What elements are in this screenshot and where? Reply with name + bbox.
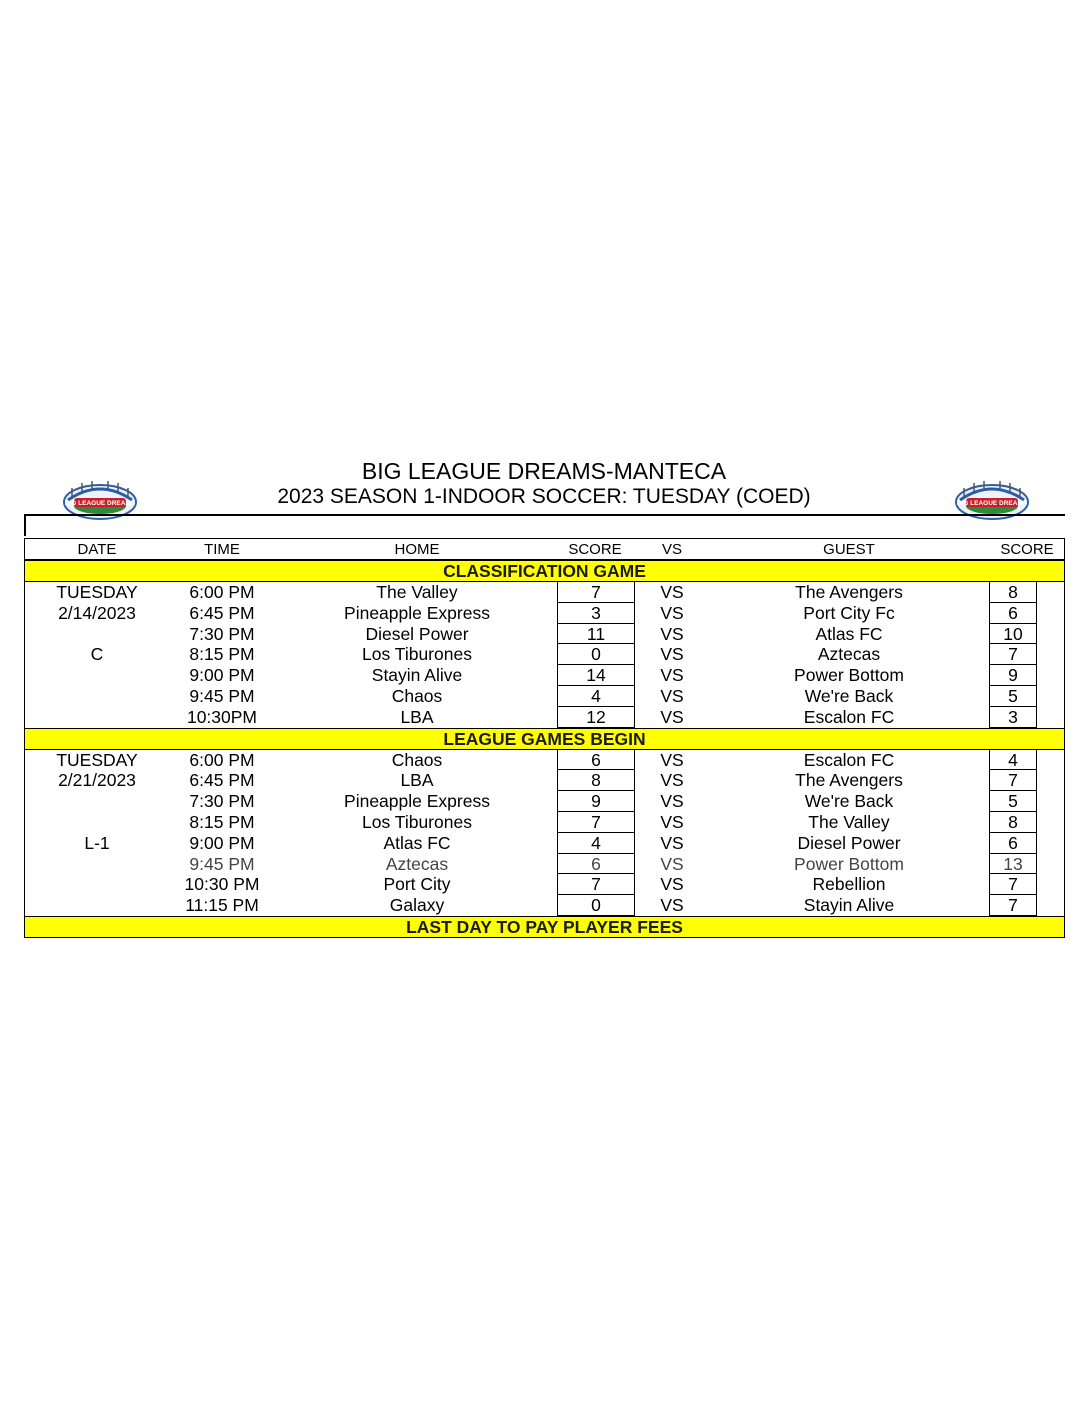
vs-label: VS (660, 602, 684, 623)
guest-team: Power Bottom (794, 665, 904, 686)
col-guest-score: SCORE (1000, 541, 1054, 558)
game-time: 9:00 PM (189, 832, 255, 853)
col-home: HOME (394, 541, 440, 558)
guest-team: Aztecas (817, 644, 881, 665)
header-rule (24, 514, 1065, 515)
game-row (25, 644, 1064, 665)
game-row (25, 770, 1064, 791)
home-score: 7 (557, 582, 635, 603)
guest-team: The Valley (808, 811, 890, 832)
guest-score: 8 (989, 582, 1037, 603)
game-time: 8:15 PM (189, 644, 255, 665)
guest-score: 3 (989, 707, 1037, 728)
home-team: Pineapple Express (344, 791, 490, 812)
vs-label: VS (660, 749, 684, 770)
home-team: Port City (383, 874, 451, 895)
home-score: 6 (557, 854, 635, 875)
guest-team: Stayin Alive (803, 895, 895, 916)
game-row (25, 582, 1064, 603)
guest-score: 5 (989, 791, 1037, 812)
guest-score: 7 (989, 770, 1037, 791)
game-row (25, 833, 1064, 854)
game-time: 6:00 PM (189, 749, 255, 770)
vs-label: VS (660, 623, 684, 644)
svg-text:BIG LEAGUE DREAMS: BIG LEAGUE DREAMS (956, 500, 1028, 507)
home-team: Atlas FC (383, 832, 451, 853)
col-home-score: SCORE (568, 541, 622, 558)
home-team: Galaxy (389, 895, 445, 916)
home-score: 14 (557, 665, 635, 686)
game-row (25, 603, 1064, 624)
home-score: 8 (557, 770, 635, 791)
game-row (25, 812, 1064, 833)
game-date: TUESDAY (56, 582, 138, 602)
home-team: Aztecas (385, 853, 449, 874)
home-score: 6 (557, 750, 635, 771)
guest-score: 13 (989, 854, 1037, 875)
game-row (25, 665, 1064, 686)
guest-score: 7 (989, 895, 1037, 916)
vs-label: VS (660, 853, 684, 874)
game-row (25, 686, 1064, 707)
game-time: 8:15 PM (189, 811, 255, 832)
game-time: 9:45 PM (189, 853, 255, 874)
guest-score: 7 (989, 644, 1037, 665)
guest-score: 7 (989, 874, 1037, 895)
guest-score: 10 (989, 624, 1037, 645)
home-team: Los Tiburones (362, 811, 472, 832)
home-team: The Valley (376, 582, 458, 602)
home-score: 9 (557, 791, 635, 812)
guest-score: 5 (989, 686, 1037, 707)
home-score: 3 (557, 603, 635, 624)
game-row (25, 854, 1064, 875)
game-date: C (90, 644, 104, 665)
vs-label: VS (660, 874, 684, 895)
schedule-table (24, 538, 1065, 938)
guest-team: We're Back (804, 685, 894, 706)
home-team: Stayin Alive (371, 665, 463, 686)
home-team: LBA (400, 706, 434, 727)
guest-team: We're Back (804, 791, 894, 812)
svg-text:BIG LEAGUE DREAMS: BIG LEAGUE DREAMS (64, 500, 136, 507)
game-time: 6:45 PM (189, 770, 255, 791)
column-header-row (25, 539, 1064, 560)
home-score: 4 (557, 686, 635, 707)
guest-team: Rebellion (812, 874, 886, 895)
home-score: 7 (557, 812, 635, 833)
game-time: 9:45 PM (189, 685, 255, 706)
game-row (25, 624, 1064, 645)
game-row (25, 791, 1064, 812)
col-guest: GUEST (823, 541, 875, 558)
home-team: Los Tiburones (362, 644, 472, 665)
vs-label: VS (660, 811, 684, 832)
home-team: LBA (400, 770, 434, 791)
col-date: DATE (77, 541, 117, 558)
page-subtitle: 2023 SEASON 1-INDOOR SOCCER: TUESDAY (COED) (277, 485, 811, 508)
home-team: Pineapple Express (344, 602, 490, 623)
vs-label: VS (660, 706, 684, 727)
game-row (25, 707, 1064, 728)
guest-team: Power Bottom (794, 853, 904, 874)
home-team: Chaos (391, 685, 443, 706)
home-score: 7 (557, 874, 635, 895)
game-time: 7:30 PM (189, 791, 255, 812)
game-date: 2/21/2023 (58, 770, 136, 791)
guest-score: 6 (989, 603, 1037, 624)
guest-team: Atlas FC (815, 623, 883, 644)
game-time: 7:30 PM (189, 623, 255, 644)
section-banner: LEAGUE GAMES BEGIN (25, 728, 1064, 750)
section-banner: CLASSIFICATION GAME (25, 560, 1064, 582)
game-time: 9:00 PM (189, 665, 255, 686)
game-row (25, 895, 1064, 916)
vs-label: VS (660, 582, 684, 602)
game-time: 10:30 PM (184, 874, 260, 895)
game-time: 11:15 PM (185, 895, 259, 916)
col-vs: VS (661, 541, 682, 558)
vs-label: VS (660, 791, 684, 812)
vs-label: VS (660, 685, 684, 706)
game-time: 10:30PM (186, 706, 258, 727)
footer-banner: LAST DAY TO PAY PLAYER FEES (25, 916, 1064, 937)
home-score: 4 (557, 833, 635, 854)
guest-score: 9 (989, 665, 1037, 686)
guest-score: 4 (989, 750, 1037, 771)
game-time: 6:00 PM (189, 582, 255, 602)
game-date: L-1 (84, 832, 110, 853)
game-time: 6:45 PM (189, 602, 255, 623)
home-team: Chaos (391, 749, 443, 770)
guest-score: 8 (989, 812, 1037, 833)
guest-team: Escalon FC (803, 706, 895, 727)
vs-label: VS (660, 644, 684, 665)
game-row (25, 874, 1064, 895)
guest-team: The Avengers (795, 582, 903, 602)
home-score: 0 (557, 644, 635, 665)
schedule-body (25, 560, 1064, 916)
guest-team: Port City Fc (803, 602, 895, 623)
col-time: TIME (204, 541, 240, 558)
game-row (25, 750, 1064, 771)
home-score: 11 (557, 624, 635, 645)
home-score: 0 (557, 895, 635, 916)
vs-label: VS (660, 832, 684, 853)
home-score: 12 (557, 707, 635, 728)
vs-label: VS (660, 665, 684, 686)
guest-team: Escalon FC (803, 749, 895, 770)
guest-team: The Avengers (795, 770, 903, 791)
home-team: Diesel Power (365, 623, 469, 644)
vs-label: VS (660, 770, 684, 791)
guest-team: Diesel Power (797, 832, 901, 853)
header-frame (24, 514, 1065, 536)
guest-score: 6 (989, 833, 1037, 854)
game-date: TUESDAY (56, 749, 138, 770)
vs-label: VS (660, 895, 684, 916)
game-date: 2/14/2023 (58, 602, 136, 623)
page-title: BIG LEAGUE DREAMS-MANTECA (361, 458, 727, 484)
